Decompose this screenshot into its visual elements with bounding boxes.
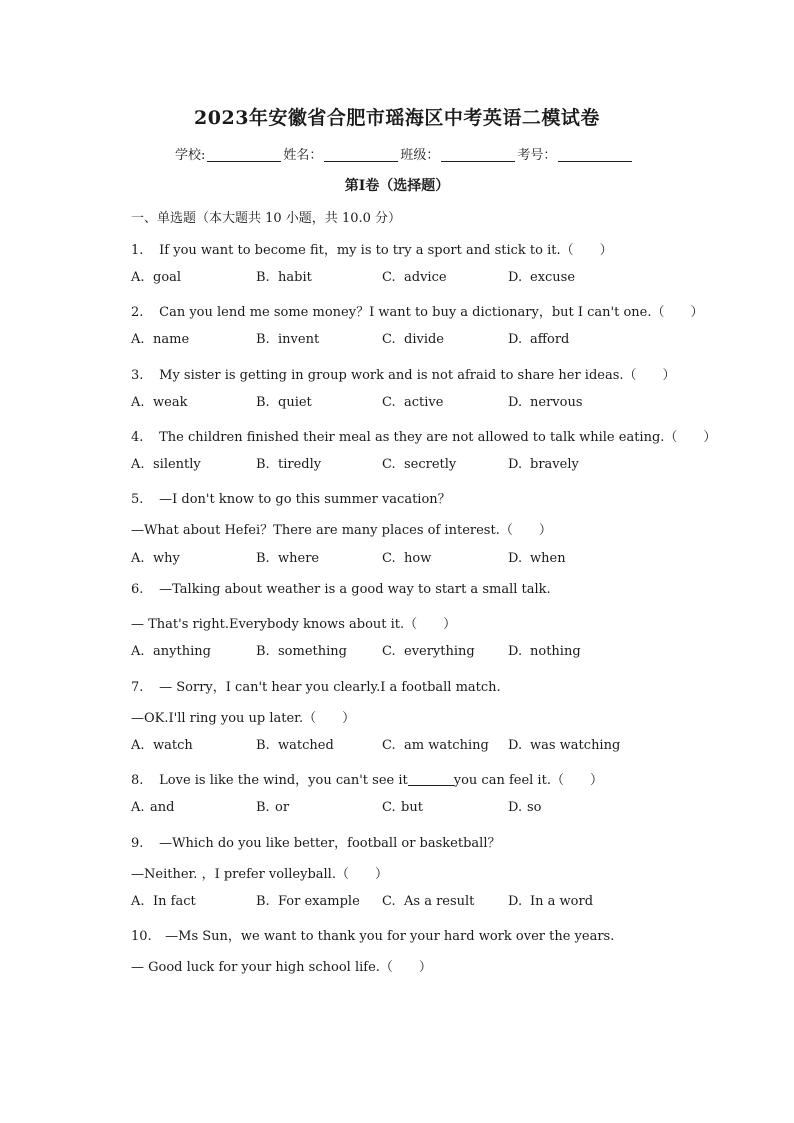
question-text: Can you lend me some money？I want to buy a dictionary，but I can't one.（ ） xyxy=(159,305,704,320)
question-1-option-d[interactable]: D. excuse xyxy=(508,270,576,285)
question-1-option-c[interactable]: C. advice xyxy=(382,270,447,285)
question-9-option-b[interactable]: B. For example xyxy=(256,894,360,909)
question-8-option-a[interactable]: A. and xyxy=(131,800,175,815)
question-4-stem xyxy=(131,426,716,445)
question-2-option-c[interactable]: C. divide xyxy=(382,332,444,347)
question-text-part-2: you can feel it.（ ） xyxy=(453,773,603,788)
question-2-option-b[interactable]: B. invent xyxy=(256,332,320,347)
question-text: —Ms Sun，we want to thank you for your hard work over the years. xyxy=(165,929,615,944)
question-text: — Sorry，I can't hear you clearly.I a football match. xyxy=(159,680,501,695)
class-label: 班级： xyxy=(400,148,440,163)
question-text: My sister is getting in group work and is not afraid to share her ideas.（ ） xyxy=(159,368,676,383)
question-text: If you want to become fit，my is to try a sport and stick to it.（ ） xyxy=(159,243,613,258)
question-6-reply: — That's right.Everybody knows about it.（ ） xyxy=(131,617,457,632)
question-number: 6. xyxy=(131,582,144,597)
question-4-option-c[interactable]: C. secretly xyxy=(382,457,457,472)
question-number: 5. xyxy=(131,492,144,507)
question-number: 1. xyxy=(131,243,144,258)
question-2-option-d[interactable]: D. afford xyxy=(508,332,570,347)
question-7-stem xyxy=(131,676,501,695)
question-6-option-c[interactable]: C. everything xyxy=(382,644,475,659)
question-5-option-d[interactable]: D. when xyxy=(508,551,566,566)
question-5-option-c[interactable]: C. how xyxy=(382,551,432,566)
volume-title: 第Ⅰ卷（选择题） xyxy=(344,178,450,194)
question-number: 8. xyxy=(131,773,144,788)
question-3-option-c[interactable]: C. active xyxy=(382,395,444,410)
exam-no-label: 考号： xyxy=(517,148,557,163)
question-8-stem xyxy=(131,769,603,788)
question-text: —I don't know to go this summer vacation？ xyxy=(159,492,451,507)
question-7-option-d[interactable]: D. was watching xyxy=(508,738,621,753)
question-8-option-d[interactable]: D. so xyxy=(508,800,542,815)
question-9-reply: —Neither. ，I prefer volleyball.（ ） xyxy=(131,867,388,882)
student-info-line xyxy=(175,144,634,163)
question-5-stem xyxy=(131,488,451,507)
question-number: 4. xyxy=(131,430,144,445)
question-10-stem xyxy=(131,925,614,944)
question-7-reply: —OK.I'll ring you up later.（ ） xyxy=(131,711,356,726)
exam-no-blank xyxy=(558,147,632,162)
question-1-option-b[interactable]: B. habit xyxy=(256,270,312,285)
question-5-reply: —What about Hefei？There are many places of interest.（ ） xyxy=(131,523,552,538)
question-2-option-a[interactable]: A. name xyxy=(131,332,190,347)
question-text-part-1: Love is like the wind，you can't see it xyxy=(159,773,408,788)
question-6-option-a[interactable]: A. anything xyxy=(131,644,211,659)
page-title: 2023年安徽省合肥市瑶海区中考英语二模试卷 xyxy=(194,107,600,129)
question-3-option-a[interactable]: A. weak xyxy=(131,395,188,410)
question-9-option-c[interactable]: C. As a result xyxy=(382,894,475,909)
question-9-option-a[interactable]: A. In fact xyxy=(131,894,196,909)
question-10-reply: — Good luck for your high school life.（ ） xyxy=(131,960,432,975)
question-6-stem xyxy=(131,582,551,597)
question-number: 3. xyxy=(131,368,144,383)
question-4-option-a[interactable]: A. silently xyxy=(131,457,201,472)
question-7-option-c[interactable]: C. am watching xyxy=(382,738,489,753)
section-title: 一、单选题（本大题共 10 小题，共 10.0 分） xyxy=(131,211,402,226)
question-number: 10. xyxy=(131,929,152,944)
question-8-option-c[interactable]: C. but xyxy=(382,800,423,815)
answer-blank xyxy=(408,773,454,786)
question-text: —Which do you like better，football or basketball？ xyxy=(159,836,501,851)
question-9-stem xyxy=(131,832,500,851)
question-7-option-a[interactable]: A. watch xyxy=(131,738,193,753)
question-4-option-b[interactable]: B. tiredly xyxy=(256,457,322,472)
question-4-option-d[interactable]: D. bravely xyxy=(508,457,579,472)
question-3-option-d[interactable]: D. nervous xyxy=(508,395,583,410)
question-number: 2. xyxy=(131,305,144,320)
question-3-stem xyxy=(131,364,676,383)
question-1-stem xyxy=(131,239,613,258)
question-8-option-b[interactable]: B. or xyxy=(256,800,290,815)
question-2-stem xyxy=(131,301,704,320)
question-5-option-b[interactable]: B. where xyxy=(256,551,320,566)
name-blank xyxy=(324,147,398,162)
question-6-option-d[interactable]: D. nothing xyxy=(508,644,581,659)
question-3-option-b[interactable]: B. quiet xyxy=(256,395,312,410)
question-text: The children finished their meal as they are not allowed to talk while eating.（ ） xyxy=(159,430,717,445)
question-6-option-b[interactable]: B. something xyxy=(256,644,347,659)
question-number: 7. xyxy=(131,680,144,695)
school-blank xyxy=(207,147,281,162)
question-9-option-d[interactable]: D. In a word xyxy=(508,894,594,909)
question-1-option-a[interactable]: A. goal xyxy=(131,270,182,285)
class-blank xyxy=(441,147,515,162)
question-number: 9. xyxy=(131,836,144,851)
name-label: 姓名： xyxy=(283,148,323,163)
question-7-option-b[interactable]: B. watched xyxy=(256,738,334,753)
question-text: —Talking about weather is a good way to start a small talk. xyxy=(159,582,551,597)
question-5-option-a[interactable]: A. why xyxy=(131,551,180,566)
school-label: 学校: xyxy=(175,148,206,163)
